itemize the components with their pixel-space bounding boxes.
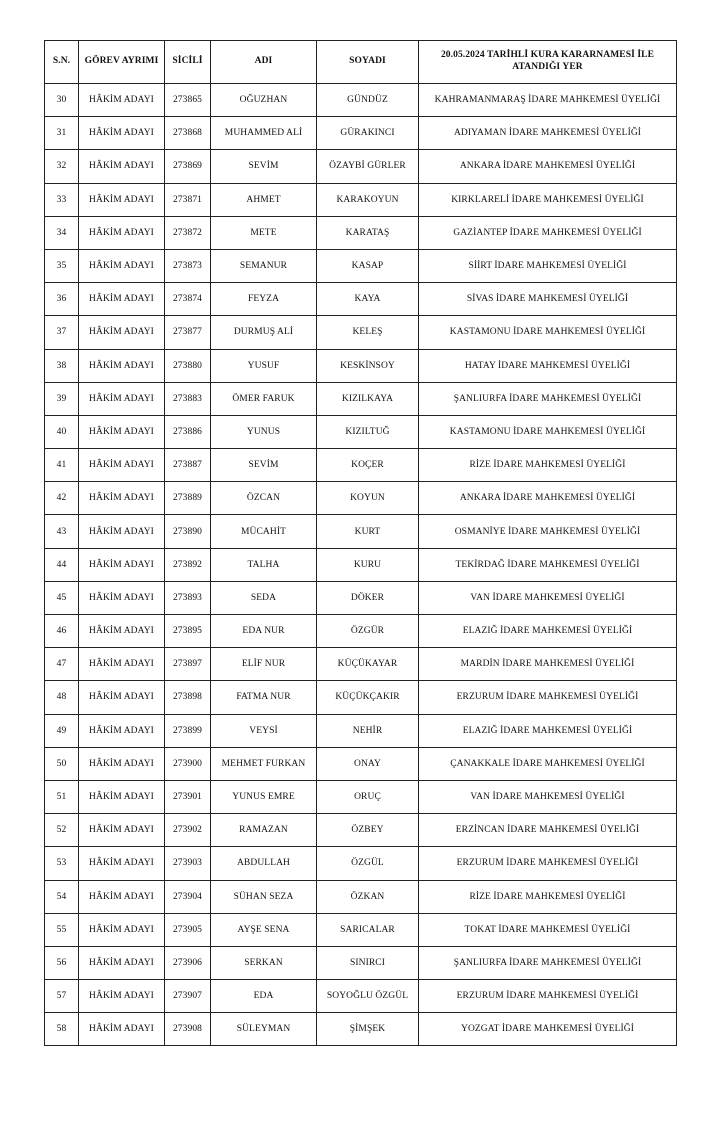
cell-gorev-ayrimi: HÂKİM ADAYI [79, 946, 165, 979]
cell-soyadi: ÖZBEY [317, 814, 419, 847]
header-sicili: SİCİLİ [165, 41, 211, 84]
cell-adi: ÖMER FARUK [211, 382, 317, 415]
cell-atandigi-yer: TOKAT İDARE MAHKEMESİ ÜYELİĞİ [419, 913, 677, 946]
cell-soyadi: ÖZGÜR [317, 615, 419, 648]
cell-atandigi-yer: ADIYAMAN İDARE MAHKEMESİ ÜYELİĞİ [419, 117, 677, 150]
cell-soyadi: GÜNDÜZ [317, 84, 419, 117]
cell-sicili: 273902 [165, 814, 211, 847]
cell-atandigi-yer: ERZURUM İDARE MAHKEMESİ ÜYELİĞİ [419, 681, 677, 714]
cell-adi: AYŞE SENA [211, 913, 317, 946]
cell-gorev-ayrimi: HÂKİM ADAYI [79, 382, 165, 415]
table-row [45, 548, 677, 581]
table-row [45, 415, 677, 448]
header-sn: S.N. [45, 41, 79, 84]
cell-soyadi: KIZILKAYA [317, 382, 419, 415]
cell-sicili: 273893 [165, 581, 211, 614]
cell-adi: RAMAZAN [211, 814, 317, 847]
cell-gorev-ayrimi: HÂKİM ADAYI [79, 681, 165, 714]
cell-soyadi: KOÇER [317, 449, 419, 482]
cell-adi: MEHMET FURKAN [211, 747, 317, 780]
cell-sicili: 273883 [165, 382, 211, 415]
cell-sicili: 273887 [165, 449, 211, 482]
table-row [45, 814, 677, 847]
cell-sn: 56 [45, 946, 79, 979]
cell-gorev-ayrimi: HÂKİM ADAYI [79, 548, 165, 581]
cell-gorev-ayrimi: HÂKİM ADAYI [79, 847, 165, 880]
cell-gorev-ayrimi: HÂKİM ADAYI [79, 913, 165, 946]
cell-adi: SEMANUR [211, 249, 317, 282]
cell-soyadi: ÖZAYBİ GÜRLER [317, 150, 419, 183]
cell-sn: 51 [45, 780, 79, 813]
cell-sicili: 273872 [165, 216, 211, 249]
cell-gorev-ayrimi: HÂKİM ADAYI [79, 349, 165, 382]
cell-soyadi: KÜÇÜKÇAKIR [317, 681, 419, 714]
cell-adi: SERKAN [211, 946, 317, 979]
header-adi: ADI [211, 41, 317, 84]
table-row [45, 150, 677, 183]
cell-gorev-ayrimi: HÂKİM ADAYI [79, 249, 165, 282]
cell-adi: SÜHAN SEZA [211, 880, 317, 913]
cell-sn: 49 [45, 714, 79, 747]
cell-adi: ÖZCAN [211, 482, 317, 515]
cell-adi: OĞUZHAN [211, 84, 317, 117]
cell-sn: 40 [45, 415, 79, 448]
cell-adi: FEYZA [211, 283, 317, 316]
table-row [45, 1013, 677, 1046]
cell-gorev-ayrimi: HÂKİM ADAYI [79, 615, 165, 648]
cell-adi: AHMET [211, 183, 317, 216]
cell-sicili: 273901 [165, 780, 211, 813]
table-row [45, 84, 677, 117]
cell-sn: 54 [45, 880, 79, 913]
cell-soyadi: ORUÇ [317, 780, 419, 813]
header-gorev-ayrimi: GÖREV AYRIMI [79, 41, 165, 84]
cell-sicili: 273889 [165, 482, 211, 515]
cell-sicili: 273908 [165, 1013, 211, 1046]
cell-gorev-ayrimi: HÂKİM ADAYI [79, 283, 165, 316]
cell-atandigi-yer: RİZE İDARE MAHKEMESİ ÜYELİĞİ [419, 449, 677, 482]
cell-atandigi-yer: SİVAS İDARE MAHKEMESİ ÜYELİĞİ [419, 283, 677, 316]
header-atandigi-yer: 20.05.2024 TARİHLİ KURA KARARNAMESİ İLE ATANDIĞI YER [419, 41, 677, 84]
table-row [45, 382, 677, 415]
table-row [45, 780, 677, 813]
cell-atandigi-yer: TEKİRDAĞ İDARE MAHKEMESİ ÜYELİĞİ [419, 548, 677, 581]
cell-adi: SEDA [211, 581, 317, 614]
cell-adi: YUSUF [211, 349, 317, 382]
cell-gorev-ayrimi: HÂKİM ADAYI [79, 880, 165, 913]
table-row [45, 847, 677, 880]
cell-soyadi: KOYUN [317, 482, 419, 515]
cell-atandigi-yer: GAZİANTEP İDARE MAHKEMESİ ÜYELİĞİ [419, 216, 677, 249]
cell-adi: SÜLEYMAN [211, 1013, 317, 1046]
cell-soyadi: GÜRAKINCI [317, 117, 419, 150]
cell-soyadi: KURT [317, 515, 419, 548]
cell-sn: 45 [45, 581, 79, 614]
table-row [45, 349, 677, 382]
cell-sicili: 273907 [165, 980, 211, 1013]
table-row [45, 714, 677, 747]
cell-soyadi: ÖZGÜL [317, 847, 419, 880]
cell-sn: 39 [45, 382, 79, 415]
header-row [45, 41, 677, 84]
cell-soyadi: ÖZKAN [317, 880, 419, 913]
cell-sicili: 273899 [165, 714, 211, 747]
cell-sicili: 273886 [165, 415, 211, 448]
cell-adi: EDA NUR [211, 615, 317, 648]
cell-atandigi-yer: ERZİNCAN İDARE MAHKEMESİ ÜYELİĞİ [419, 814, 677, 847]
cell-sn: 55 [45, 913, 79, 946]
cell-gorev-ayrimi: HÂKİM ADAYI [79, 183, 165, 216]
cell-soyadi: SARICALAR [317, 913, 419, 946]
cell-sicili: 273895 [165, 615, 211, 648]
table-row [45, 515, 677, 548]
cell-adi: FATMA NUR [211, 681, 317, 714]
cell-gorev-ayrimi: HÂKİM ADAYI [79, 581, 165, 614]
cell-sn: 50 [45, 747, 79, 780]
cell-sicili: 273892 [165, 548, 211, 581]
cell-soyadi: ŞİMŞEK [317, 1013, 419, 1046]
cell-sn: 38 [45, 349, 79, 382]
cell-soyadi: DÖKER [317, 581, 419, 614]
table-row [45, 615, 677, 648]
cell-gorev-ayrimi: HÂKİM ADAYI [79, 449, 165, 482]
cell-sn: 41 [45, 449, 79, 482]
cell-gorev-ayrimi: HÂKİM ADAYI [79, 84, 165, 117]
table-row [45, 249, 677, 282]
cell-sicili: 273905 [165, 913, 211, 946]
table-row [45, 482, 677, 515]
cell-atandigi-yer: VAN İDARE MAHKEMESİ ÜYELİĞİ [419, 581, 677, 614]
cell-gorev-ayrimi: HÂKİM ADAYI [79, 747, 165, 780]
cell-sicili: 273898 [165, 681, 211, 714]
cell-soyadi: KESKİNSOY [317, 349, 419, 382]
cell-adi: DURMUŞ ALİ [211, 316, 317, 349]
table-row [45, 316, 677, 349]
cell-atandigi-yer: MARDİN İDARE MAHKEMESİ ÜYELİĞİ [419, 648, 677, 681]
table-row [45, 681, 677, 714]
cell-gorev-ayrimi: HÂKİM ADAYI [79, 216, 165, 249]
cell-sicili: 273890 [165, 515, 211, 548]
cell-adi: SEVİM [211, 150, 317, 183]
cell-sn: 48 [45, 681, 79, 714]
cell-atandigi-yer: ANKARA İDARE MAHKEMESİ ÜYELİĞİ [419, 482, 677, 515]
cell-adi: ELİF NUR [211, 648, 317, 681]
table-row [45, 648, 677, 681]
cell-sn: 37 [45, 316, 79, 349]
cell-soyadi: KASAP [317, 249, 419, 282]
cell-atandigi-yer: ŞANLIURFA İDARE MAHKEMESİ ÜYELİĞİ [419, 382, 677, 415]
cell-sicili: 273900 [165, 747, 211, 780]
cell-sn: 32 [45, 150, 79, 183]
cell-gorev-ayrimi: HÂKİM ADAYI [79, 980, 165, 1013]
cell-sn: 57 [45, 980, 79, 1013]
cell-atandigi-yer: KASTAMONU İDARE MAHKEMESİ ÜYELİĞİ [419, 316, 677, 349]
cell-sn: 53 [45, 847, 79, 880]
cell-adi: TALHA [211, 548, 317, 581]
cell-soyadi: KIZILTUĞ [317, 415, 419, 448]
cell-gorev-ayrimi: HÂKİM ADAYI [79, 714, 165, 747]
cell-gorev-ayrimi: HÂKİM ADAYI [79, 780, 165, 813]
cell-soyadi: SOYOĞLU ÖZGÜL [317, 980, 419, 1013]
cell-gorev-ayrimi: HÂKİM ADAYI [79, 482, 165, 515]
cell-sicili: 273903 [165, 847, 211, 880]
cell-sicili: 273874 [165, 283, 211, 316]
cell-atandigi-yer: KIRKLARELİ İDARE MAHKEMESİ ÜYELİĞİ [419, 183, 677, 216]
cell-atandigi-yer: ŞANLIURFA İDARE MAHKEMESİ ÜYELİĞİ [419, 946, 677, 979]
assignment-table [44, 40, 677, 1046]
cell-sn: 47 [45, 648, 79, 681]
cell-sicili: 273865 [165, 84, 211, 117]
table-row [45, 283, 677, 316]
cell-sicili: 273880 [165, 349, 211, 382]
cell-gorev-ayrimi: HÂKİM ADAYI [79, 150, 165, 183]
cell-sn: 34 [45, 216, 79, 249]
cell-sn: 42 [45, 482, 79, 515]
header-soyadi: SOYADI [317, 41, 419, 84]
cell-soyadi: ONAY [317, 747, 419, 780]
cell-gorev-ayrimi: HÂKİM ADAYI [79, 515, 165, 548]
cell-sicili: 273869 [165, 150, 211, 183]
cell-sicili: 273897 [165, 648, 211, 681]
cell-atandigi-yer: VAN İDARE MAHKEMESİ ÜYELİĞİ [419, 780, 677, 813]
cell-atandigi-yer: ERZURUM İDARE MAHKEMESİ ÜYELİĞİ [419, 847, 677, 880]
cell-soyadi: KURU [317, 548, 419, 581]
table-row [45, 747, 677, 780]
cell-atandigi-yer: HATAY İDARE MAHKEMESİ ÜYELİĞİ [419, 349, 677, 382]
cell-gorev-ayrimi: HÂKİM ADAYI [79, 316, 165, 349]
cell-atandigi-yer: YOZGAT İDARE MAHKEMESİ ÜYELİĞİ [419, 1013, 677, 1046]
cell-sicili: 273877 [165, 316, 211, 349]
cell-sn: 31 [45, 117, 79, 150]
cell-gorev-ayrimi: HÂKİM ADAYI [79, 415, 165, 448]
cell-soyadi: KARATAŞ [317, 216, 419, 249]
cell-sn: 52 [45, 814, 79, 847]
cell-atandigi-yer: ÇANAKKALE İDARE MAHKEMESİ ÜYELİĞİ [419, 747, 677, 780]
cell-atandigi-yer: OSMANİYE İDARE MAHKEMESİ ÜYELİĞİ [419, 515, 677, 548]
cell-atandigi-yer: KASTAMONU İDARE MAHKEMESİ ÜYELİĞİ [419, 415, 677, 448]
cell-gorev-ayrimi: HÂKİM ADAYI [79, 814, 165, 847]
cell-gorev-ayrimi: HÂKİM ADAYI [79, 1013, 165, 1046]
cell-sicili: 273904 [165, 880, 211, 913]
cell-soyadi: SINIRCI [317, 946, 419, 979]
cell-sn: 30 [45, 84, 79, 117]
cell-adi: METE [211, 216, 317, 249]
table-row [45, 449, 677, 482]
cell-soyadi: NEHİR [317, 714, 419, 747]
cell-sn: 58 [45, 1013, 79, 1046]
cell-sicili: 273871 [165, 183, 211, 216]
cell-atandigi-yer: RİZE İDARE MAHKEMESİ ÜYELİĞİ [419, 880, 677, 913]
table-row [45, 980, 677, 1013]
cell-sn: 36 [45, 283, 79, 316]
table-row [45, 183, 677, 216]
cell-atandigi-yer: SİİRT İDARE MAHKEMESİ ÜYELİĞİ [419, 249, 677, 282]
cell-adi: ABDULLAH [211, 847, 317, 880]
cell-soyadi: KAYA [317, 283, 419, 316]
table-row [45, 880, 677, 913]
cell-atandigi-yer: ELAZIĞ İDARE MAHKEMESİ ÜYELİĞİ [419, 714, 677, 747]
cell-atandigi-yer: ERZURUM İDARE MAHKEMESİ ÜYELİĞİ [419, 980, 677, 1013]
cell-gorev-ayrimi: HÂKİM ADAYI [79, 117, 165, 150]
cell-soyadi: KÜÇÜKAYAR [317, 648, 419, 681]
cell-atandigi-yer: KAHRAMANMARAŞ İDARE MAHKEMESİ ÜYELİĞİ [419, 84, 677, 117]
cell-adi: YUNUS [211, 415, 317, 448]
cell-sn: 35 [45, 249, 79, 282]
table-row [45, 913, 677, 946]
cell-sn: 33 [45, 183, 79, 216]
table-row [45, 946, 677, 979]
cell-adi: SEVİM [211, 449, 317, 482]
cell-gorev-ayrimi: HÂKİM ADAYI [79, 648, 165, 681]
cell-adi: EDA [211, 980, 317, 1013]
cell-adi: VEYSİ [211, 714, 317, 747]
cell-adi: YUNUS EMRE [211, 780, 317, 813]
cell-atandigi-yer: ANKARA İDARE MAHKEMESİ ÜYELİĞİ [419, 150, 677, 183]
cell-sn: 46 [45, 615, 79, 648]
cell-soyadi: KARAKOYUN [317, 183, 419, 216]
table-row [45, 216, 677, 249]
cell-sn: 44 [45, 548, 79, 581]
cell-soyadi: KELEŞ [317, 316, 419, 349]
cell-adi: MUHAMMED ALİ [211, 117, 317, 150]
table-row [45, 117, 677, 150]
cell-sicili: 273906 [165, 946, 211, 979]
cell-sicili: 273873 [165, 249, 211, 282]
cell-sicili: 273868 [165, 117, 211, 150]
table-row [45, 581, 677, 614]
table-body [45, 84, 677, 1046]
cell-atandigi-yer: ELAZIĞ İDARE MAHKEMESİ ÜYELİĞİ [419, 615, 677, 648]
cell-adi: MÜCAHİT [211, 515, 317, 548]
cell-sn: 43 [45, 515, 79, 548]
